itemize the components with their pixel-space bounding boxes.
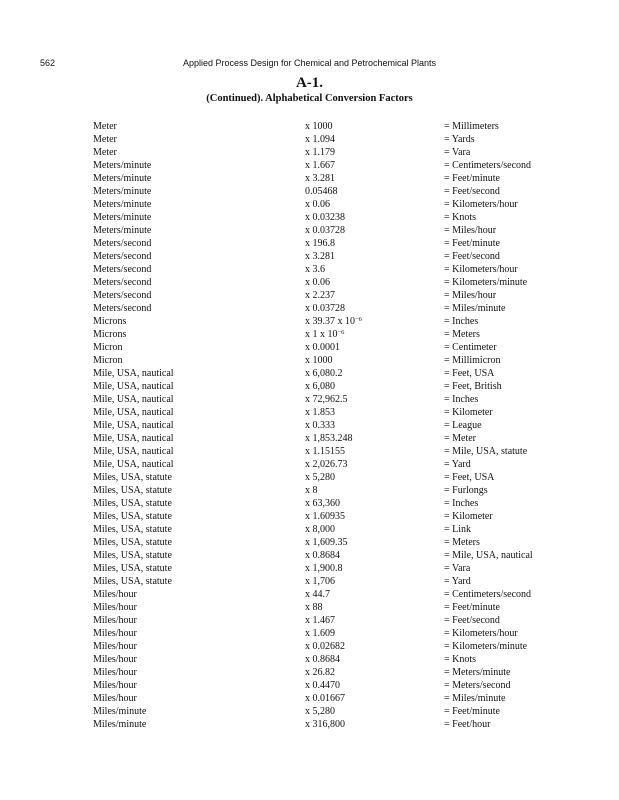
multiplier-value: x 0.02682 (305, 641, 345, 652)
from-unit: Meters/second (93, 251, 152, 262)
table-row (0, 250, 619, 263)
to-unit: = Feet, USA (444, 368, 495, 379)
to-unit: = Kilometers/hour (444, 199, 518, 210)
from-unit: Mile, USA, nautical (93, 446, 174, 457)
multiplier (305, 172, 335, 185)
table-row (0, 627, 619, 640)
to-unit: = Inches (444, 498, 479, 509)
table-row (0, 133, 619, 146)
multiplier (305, 575, 335, 588)
multiplier (305, 666, 335, 679)
from-unit: Meter (93, 121, 117, 132)
table-row (0, 263, 619, 276)
table-row (0, 549, 619, 562)
table-row (0, 601, 619, 614)
multiplier (305, 367, 343, 380)
from-unit: Miles/minute (93, 719, 147, 730)
multiplier-value: x 0.4470 (305, 680, 340, 691)
to-unit: = Miles/minute (444, 693, 506, 704)
table-row (0, 510, 619, 523)
from-unit: Mile, USA, nautical (93, 433, 174, 444)
to-unit: = Millimeters (444, 121, 499, 132)
multiplier-value: x 1000 (305, 121, 333, 132)
table-row (0, 562, 619, 575)
to-unit: = Feet/hour (444, 719, 491, 730)
table-row (0, 185, 619, 198)
multiplier-value: x 6,080.2 (305, 368, 343, 379)
from-unit: Meters/minute (93, 199, 152, 210)
multiplier (305, 120, 333, 133)
from-unit: Miles/hour (93, 628, 137, 639)
to-unit: = Feet/second (444, 251, 500, 262)
table-row (0, 653, 619, 666)
to-unit: = Miles/minute (444, 303, 506, 314)
to-unit: = Kilometer (444, 511, 493, 522)
from-unit: Miles/hour (93, 602, 137, 613)
multiplier (305, 237, 335, 250)
multiplier (305, 588, 330, 601)
multiplier (305, 341, 340, 354)
table-row (0, 497, 619, 510)
multiplier-value: x 0.03238 (305, 212, 345, 223)
table-row (0, 692, 619, 705)
table-row (0, 471, 619, 484)
multiplier (305, 289, 335, 302)
multiplier (305, 653, 340, 666)
from-unit: Microns (93, 329, 127, 340)
to-unit: = Mile, USA, statute (444, 446, 528, 457)
multiplier (305, 380, 335, 393)
from-unit: Mile, USA, nautical (93, 381, 174, 392)
from-unit: Micron (93, 355, 123, 366)
to-unit: = Centimeter (444, 342, 497, 353)
from-unit: Microns (93, 316, 127, 327)
table-row (0, 237, 619, 250)
from-unit: Miles/hour (93, 680, 137, 691)
table-row (0, 640, 619, 653)
table-row (0, 146, 619, 159)
table-row (0, 354, 619, 367)
multiplier-value: x 1.15155 (305, 446, 345, 457)
to-unit: = Kilometer (444, 407, 493, 418)
table-row (0, 679, 619, 692)
table-row (0, 172, 619, 185)
multiplier-value: x 0.03728 (305, 225, 345, 236)
multiplier-value: x 88 (305, 602, 323, 613)
multiplier-value: x 316,800 (305, 719, 345, 730)
table-row (0, 419, 619, 432)
multiplier-value: x 63,360 (305, 498, 340, 509)
multiplier-value: x 1.667 (305, 160, 335, 171)
table-row (0, 367, 619, 380)
from-unit: Mile, USA, nautical (93, 459, 174, 470)
multiplier-exponent: −6 (355, 316, 362, 323)
multiplier-value: x 1000 (305, 355, 333, 366)
multiplier (305, 211, 345, 224)
multiplier-value: x 1.179 (305, 147, 335, 158)
multiplier (305, 224, 345, 237)
multiplier (305, 471, 335, 484)
multiplier (305, 185, 338, 198)
table-row (0, 523, 619, 536)
to-unit: = Inches (444, 394, 479, 405)
from-unit: Micron (93, 342, 123, 353)
multiplier (305, 276, 330, 289)
to-unit: = Miles/hour (444, 290, 497, 301)
from-unit: Meters/minute (93, 186, 152, 197)
table-title: (Continued). Alphabetical Conversion Factors (206, 93, 413, 104)
multiplier (305, 705, 335, 718)
multiplier (305, 523, 335, 536)
multiplier-value: x 44.7 (305, 589, 330, 600)
to-unit: = Centimeters/second (444, 589, 532, 600)
multiplier-value: x 0.8684 (305, 550, 340, 561)
table-row (0, 393, 619, 406)
to-unit: = Kilometers/hour (444, 264, 518, 275)
from-unit: Miles, USA, statute (93, 537, 172, 548)
table-id: A-1. (295, 75, 324, 91)
multiplier (305, 328, 344, 341)
table-row (0, 224, 619, 237)
to-unit: = Meter (444, 433, 477, 444)
table-row (0, 198, 619, 211)
running-head: Applied Process Design for Chemical and Petrochemical Plants (182, 58, 437, 68)
multiplier-value: x 5,280 (305, 472, 335, 483)
multiplier (305, 419, 335, 432)
table-row (0, 328, 619, 341)
to-unit: = Yard (444, 459, 471, 470)
to-unit: = Miles/hour (444, 225, 497, 236)
table-row (0, 718, 619, 731)
to-unit: = Knots (444, 212, 477, 223)
multiplier-value: x 0.06 (305, 199, 330, 210)
multiplier (305, 146, 335, 159)
multiplier-value: x 72,962.5 (305, 394, 348, 405)
table-row (0, 484, 619, 497)
multiplier (305, 445, 345, 458)
to-unit: = Meters (444, 329, 480, 340)
multiplier-value: x 0.8684 (305, 654, 340, 665)
table-row (0, 289, 619, 302)
multiplier (305, 458, 348, 471)
multiplier-value: x 1,900.8 (305, 563, 343, 574)
multiplier-value: x 1 x 10 (305, 329, 338, 340)
multiplier (305, 484, 318, 497)
from-unit: Miles/hour (93, 641, 137, 652)
from-unit: Meters/second (93, 238, 152, 249)
from-unit: Meters/second (93, 264, 152, 275)
table-row (0, 705, 619, 718)
multiplier-value: x 0.0001 (305, 342, 340, 353)
table-row (0, 406, 619, 419)
table-row (0, 575, 619, 588)
from-unit: Mile, USA, nautical (93, 394, 174, 405)
table-row (0, 380, 619, 393)
multiplier (305, 627, 335, 640)
to-unit: = Vara (444, 147, 471, 158)
from-unit: Miles/hour (93, 667, 137, 678)
multiplier-value: x 26.82 (305, 667, 335, 678)
from-unit: Miles/hour (93, 589, 137, 600)
to-unit: = Kilometers/hour (444, 628, 518, 639)
multiplier-value: x 2,026.73 (305, 459, 348, 470)
to-unit: = Yard (444, 576, 471, 587)
multiplier (305, 497, 340, 510)
multiplier (305, 263, 325, 276)
multiplier (305, 562, 343, 575)
multiplier (305, 302, 345, 315)
from-unit: Miles, USA, statute (93, 524, 172, 535)
multiplier (305, 601, 323, 614)
from-unit: Miles, USA, statute (93, 550, 172, 561)
from-unit: Miles, USA, statute (93, 563, 172, 574)
multiplier-value: x 1.094 (305, 134, 335, 145)
multiplier-value: x 1.467 (305, 615, 335, 626)
from-unit: Meters/minute (93, 212, 152, 223)
to-unit: = Feet/second (444, 186, 500, 197)
from-unit: Miles/hour (93, 693, 137, 704)
multiplier-value: x 6,080 (305, 381, 335, 392)
to-unit: = Centimeters/second (444, 160, 532, 171)
multiplier-value: x 1,853.248 (305, 433, 353, 444)
from-unit: Meters/minute (93, 160, 152, 171)
multiplier-value: x 8 (305, 485, 318, 496)
to-unit: = Knots (444, 654, 477, 665)
multiplier (305, 198, 330, 211)
from-unit: Miles, USA, statute (93, 485, 172, 496)
multiplier (305, 549, 340, 562)
multiplier-value: x 0.01667 (305, 693, 345, 704)
multiplier (305, 432, 353, 445)
to-unit: = Inches (444, 316, 479, 327)
multiplier-value: x 0.06 (305, 277, 330, 288)
from-unit: Meters/second (93, 277, 152, 288)
from-unit: Miles, USA, statute (93, 498, 172, 509)
multiplier-value: x 1.609 (305, 628, 335, 639)
multiplier (305, 159, 335, 172)
to-unit: = Meters/minute (444, 667, 511, 678)
from-unit: Meters/minute (93, 225, 152, 236)
multiplier-value: x 8,000 (305, 524, 335, 535)
multiplier (305, 510, 345, 523)
to-unit: = Vara (444, 563, 471, 574)
to-unit: = Feet/minute (444, 173, 500, 184)
to-unit: = League (444, 420, 482, 431)
to-unit: = Kilometers/minute (444, 277, 528, 288)
from-unit: Meters/minute (93, 173, 152, 184)
multiplier-value: x 196.8 (305, 238, 335, 249)
multiplier (305, 354, 333, 367)
multiplier-value: x 39.37 x 10 (305, 316, 355, 327)
multiplier-value: 0.05468 (305, 186, 338, 197)
to-unit: = Mile, USA, nautical (444, 550, 533, 561)
from-unit: Mile, USA, nautical (93, 368, 174, 379)
multiplier (305, 718, 345, 731)
to-unit: = Feet/second (444, 615, 500, 626)
multiplier-value: x 3.281 (305, 173, 335, 184)
multiplier (305, 614, 335, 627)
multiplier (305, 536, 348, 549)
multiplier (305, 406, 335, 419)
to-unit: = Feet/minute (444, 602, 500, 613)
table-row (0, 159, 619, 172)
from-unit: Meter (93, 134, 117, 145)
multiplier-value: x 3.281 (305, 251, 335, 262)
multiplier-value: x 1.853 (305, 407, 335, 418)
table-row (0, 302, 619, 315)
multiplier-value: x 5,280 (305, 706, 335, 717)
multiplier-exponent: −6 (337, 329, 345, 336)
multiplier (305, 640, 345, 653)
from-unit: Miles/hour (93, 615, 137, 626)
from-unit: Miles/minute (93, 706, 147, 717)
table-row (0, 276, 619, 289)
to-unit: = Feet/minute (444, 706, 500, 717)
to-unit: = Feet, British (444, 381, 502, 392)
from-unit: Miles/hour (93, 654, 137, 665)
from-unit: Mile, USA, nautical (93, 420, 174, 431)
multiplier (305, 679, 340, 692)
from-unit: Miles, USA, statute (93, 576, 172, 587)
to-unit: = Millimicron (444, 355, 501, 366)
multiplier-value: x 0.333 (305, 420, 335, 431)
from-unit: Meters/second (93, 290, 152, 301)
to-unit: = Yards (444, 134, 475, 145)
multiplier (305, 315, 362, 328)
multiplier (305, 250, 335, 263)
multiplier-value: x 1.60935 (305, 511, 345, 522)
to-unit: = Link (444, 524, 472, 535)
from-unit: Meter (93, 147, 117, 158)
multiplier (305, 692, 345, 705)
to-unit: = Furlongs (444, 485, 488, 496)
from-unit: Miles, USA, statute (93, 472, 172, 483)
multiplier-value: x 1,609.35 (305, 537, 348, 548)
table-row (0, 120, 619, 133)
from-unit: Meters/second (93, 303, 152, 314)
to-unit: = Meters/second (444, 680, 511, 691)
conversion-table (0, 120, 619, 731)
table-row (0, 315, 619, 328)
from-unit: Miles, USA, statute (93, 511, 172, 522)
page-number: 562 (40, 58, 56, 68)
multiplier-value: x 0.03728 (305, 303, 345, 314)
table-row (0, 458, 619, 471)
table-row (0, 588, 619, 601)
multiplier-value: x 2.237 (305, 290, 335, 301)
multiplier (305, 133, 335, 146)
table-row (0, 432, 619, 445)
to-unit: = Feet/minute (444, 238, 500, 249)
to-unit: = Meters (444, 537, 480, 548)
table-row (0, 614, 619, 627)
multiplier (305, 393, 348, 406)
multiplier-value: x 3.6 (305, 264, 325, 275)
table-row (0, 211, 619, 224)
to-unit: = Kilometers/minute (444, 641, 528, 652)
table-row (0, 445, 619, 458)
table-row (0, 536, 619, 549)
table-row (0, 341, 619, 354)
multiplier-value: x 1,706 (305, 576, 335, 587)
from-unit: Mile, USA, nautical (93, 407, 174, 418)
to-unit: = Feet, USA (444, 472, 495, 483)
table-row (0, 666, 619, 679)
